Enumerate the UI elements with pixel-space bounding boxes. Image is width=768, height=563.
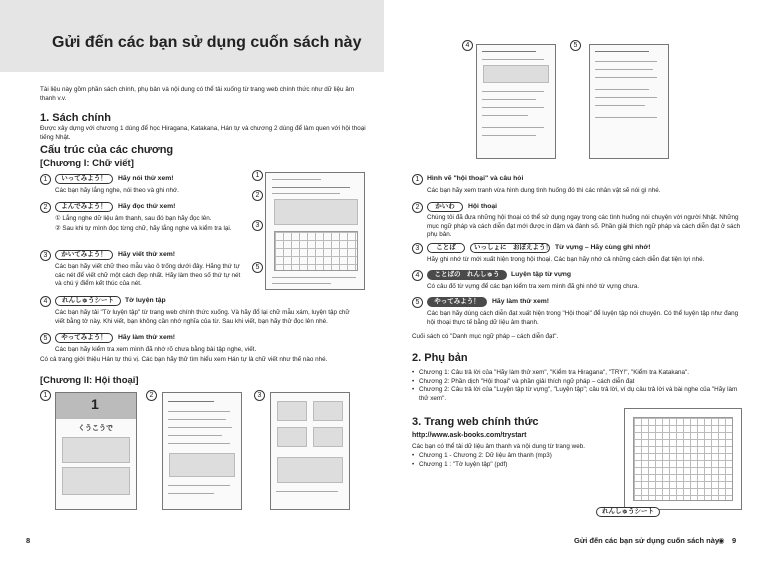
ch2-marker-2: 2 [146, 390, 157, 401]
chapter-2-thumbnail-1 [55, 392, 137, 510]
right-thumbnail-4 [476, 44, 556, 159]
section-3-heading: 3. Trang web chính thức [412, 416, 539, 428]
item-3-pill: かいてみよう！ [55, 250, 113, 260]
r-item-4-label: Luyện tập từ vựng [511, 271, 572, 278]
item-2-pill: よんでみよう！ [55, 202, 113, 212]
r-item-3-number: 3 [412, 243, 423, 254]
item-4-label: Tờ luyện tập [125, 297, 166, 304]
chapter-2-thumbnail-3 [270, 392, 350, 510]
thumb-marker-2: 2 [252, 190, 263, 201]
item-1-label: Hãy nói thử xem! [118, 175, 174, 182]
practice-sheet-thumbnail [624, 408, 742, 510]
item-3-number: 3 [40, 250, 51, 261]
section-1-heading: 1. Sách chính [40, 112, 111, 124]
section-3-list [412, 452, 612, 469]
r-item-5-label: Hãy làm thử xem! [492, 298, 550, 305]
section-2-item: • Chương 2: Câu trả lời của "Luyện tập từ vựng", "Luyện tập"; câu trả lời, ví dụ câu trả lời và bài nghe của "Hãy làm thử xem". [412, 386, 742, 403]
thumb-marker-5: 5 [252, 262, 263, 273]
item-1-text: Các bạn hãy lắng nghe, nói theo và ghi nhớ. [55, 187, 179, 194]
item-2-sub-1: ① Lắng nghe dữ liệu âm thanh, sau đó bạn hãy đọc lên. [55, 215, 212, 222]
top-marker-5: 5 [570, 40, 581, 51]
item-4-number: 4 [40, 296, 51, 307]
r-item-1-text: Các bạn hãy xem tranh vừa hình dung tình huống đó thì các nhân vật sẽ nói gì nhé. [427, 187, 661, 194]
top-marker-4: 4 [462, 40, 473, 51]
r-item-5-pill: やってみよう！ [427, 297, 487, 307]
section-2-item: • Chương 2: Phần dịch "Hội thoại" và phần giải thích ngữ pháp – cách diễn đạt [412, 378, 742, 387]
r-item-1-number: 1 [412, 174, 423, 185]
r-item-2-label: Hội thoại [468, 203, 498, 210]
r-item-1-label: Hình vẽ "hội thoại" và câu hỏi [427, 175, 524, 182]
chapter-2-heading: [Chương II: Hội thoại] [40, 375, 139, 386]
item-3-text: Các bạn hãy viết chữ theo mẫu vào ô trống dưới đây. Hãng thứ tự các nét để viết chữ một cách đẹp nhất. Hãy làm theo số thứ tự nét và chú ý điểm kết thúc của nét. [55, 263, 241, 287]
r-item-5-number: 5 [412, 297, 423, 308]
item-4-text: Các bạn hãy tải "Tờ luyện tập" từ trang web chính thức xuống. Và hãy đổ lại chữ mẫu xám, luyện tập chữ viết bằng tờ này. Khi viết, bạn không cần nhớ nghĩa của từ. Sau khi viết, bạn hãy thử đọc lên nhé. [55, 309, 350, 325]
kanji-note: Có cả trang giới thiệu Hán tự thú vị. Các bạn hãy thử tìm hiểu xem Hán tự là chữ viết như thế nào nhé. [40, 356, 328, 363]
end-note: Cuối sách có "Danh mục ngữ pháp – cách diễn đạt". [412, 333, 559, 340]
r-item-4-number: 4 [412, 270, 423, 281]
chapter-1-heading: [Chương I: Chữ viết] [40, 158, 134, 169]
section-1-text: Được xây dựng với chương 1 dùng để học Hiragana, Katakana, Hán tự và chương 2 dùng để làm quen với hội thoại tiếng Nhật. [40, 125, 366, 141]
page-number-left: 8 [26, 536, 31, 545]
chapter-2-thumbnail-2 [162, 392, 242, 510]
r-item-2-pill: かいわ [427, 202, 463, 212]
r-item-4-text: Có câu đố từ vựng để các bạn kiểm tra xem mình đã ghi nhớ từ vựng chưa. [427, 283, 640, 290]
section-2-item: • Chương 1: Câu trả lời của "Hãy làm thử xem", "Kiểm tra Hiragana", "TRY!", "Kiểm tra Katakana". [412, 369, 742, 378]
chapter-1-thumbnail [265, 172, 365, 290]
item-2-sub-2: ② Sau khi tự mình đọc từng chữ, hãy lắng nghe và kiểm tra lại. [55, 225, 232, 232]
structure-heading: Cấu trúc của các chương [40, 144, 174, 156]
thumb-marker-3: 3 [252, 220, 263, 231]
r-item-5-text: Các bạn hãy dùng cách diễn đạt xuất hiện trong "Hội thoại" để luyện tập nói chuyện. Có thể luyện tập như đang hội thoại thực tế bằng dữ liệu âm thanh. [427, 310, 739, 326]
thumb-lesson-title: くうこうで [78, 425, 113, 432]
item-2-number: 2 [40, 202, 51, 213]
section-3-text: Các bạn có thể tải dữ liệu âm thanh và nội dung từ trang web. [412, 443, 585, 450]
page-number-right: 9 [732, 536, 737, 545]
right-thumbnail-5 [589, 44, 669, 159]
r-item-3-pill-2: いっしょに おぼえよう！ [470, 243, 550, 253]
thumb-lesson-number: 1 [91, 396, 99, 412]
official-url[interactable]: http://www.ask-books.com/trystart [412, 432, 527, 439]
ch2-marker-1: 1 [40, 390, 51, 401]
practice-sheet-label: れんしゅうシート [596, 507, 660, 517]
item-5-pill: やってみよう！ [55, 333, 113, 343]
ch2-marker-3: 3 [254, 390, 265, 401]
item-1-number: 1 [40, 174, 51, 185]
item-5-number: 5 [40, 333, 51, 344]
r-item-3-text: Hãy ghi nhớ từ mới xuất hiện trong hội thoại. Các bạn hãy nhớ cả những cách diễn đạt tiện lợi nhé. [427, 256, 705, 263]
footer-title: Gửi đến các bạn sử dụng cuốn sách này [574, 536, 720, 545]
footer-dot-icon: ◉ [718, 536, 725, 545]
section-2-heading: 2. Phụ bản [412, 352, 468, 364]
section-3-item: • Chương 1 : "Tờ luyện tập" (pdf) [412, 461, 612, 470]
r-item-3-pill: ことば [427, 243, 465, 253]
item-4-pill: れんしゅうシート [55, 296, 121, 306]
page-title: Gửi đến các bạn sử dụng cuốn sách này [52, 34, 362, 51]
section-3-item: • Chương 1 - Chương 2: Dữ liệu âm thanh (mp3) [412, 452, 612, 461]
item-5-label: Hãy làm thử xem! [118, 334, 176, 341]
item-5-text: Các bạn hãy kiểm tra xem mình đã nhớ rõ chưa bằng bài tập nghe, viết. [55, 346, 257, 353]
r-item-3-label: Từ vựng – Hãy cùng ghi nhớ! [555, 244, 651, 251]
thumb-marker-1: 1 [252, 170, 263, 181]
r-item-2-number: 2 [412, 202, 423, 213]
section-2-list [412, 369, 742, 403]
item-1-pill: いってみよう！ [55, 174, 113, 184]
r-item-2-text: Chúng tôi đã đưa những hội thoại có thể sử dụng ngay trong các tình huống nói chuyện với người Nhật. Những mục ngữ pháp và cách diễn đạt mới được in đậm và đánh số. Phần giải thích ngữ pháp và cách diễn đạt ở sách phụ bản. [427, 214, 741, 238]
r-item-4-pill: ことばの れんしゅう [427, 270, 507, 280]
item-2-label: Hãy đọc thử xem! [118, 203, 176, 210]
right-page [384, 0, 768, 563]
intro-text: Tài liệu này gồm phần sách chính, phụ bản và nội dung có thể tải xuống từ trang web chính thức như dữ liệu âm thanh v.v. [40, 86, 355, 102]
item-3-label: Hãy viết thử xem! [118, 251, 176, 258]
